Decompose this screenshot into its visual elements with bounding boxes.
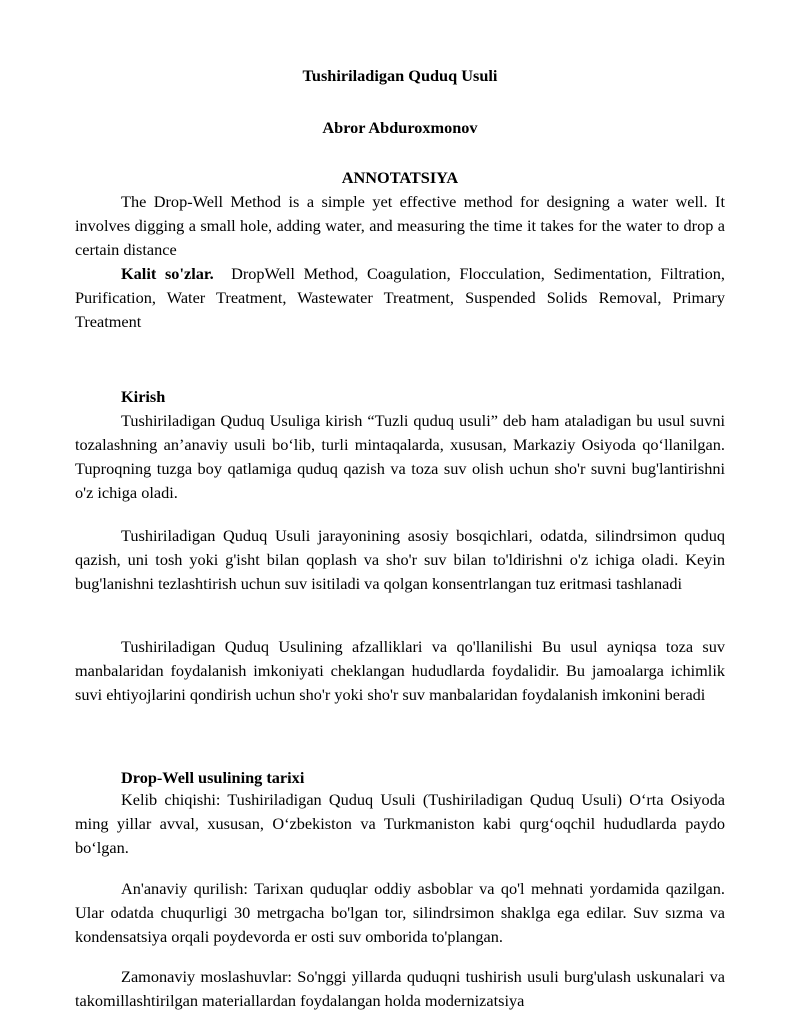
keywords-label: Kalit so'zlar. — [121, 264, 214, 283]
keywords-text: DropWell Method, Coagulation, Flocculation, Sedimentation, Filtration, Purification, Water Treatment, Wastewater Treatment, Suspended Solids Removal, Primary Treatment — [75, 264, 726, 331]
section-heading-history: Drop-Well usulining tarixi — [121, 768, 305, 787]
body-paragraph: Tushiriladigan Quduq Usuliga kirish “Tuzli quduq usuli” deb ham ataladigan bu usul suvni tozalashning an’anaviy usuli bo‘lib, turli mintaqalarda, xususan, Markaziy Osiyoda qo‘llanilgan. Tuproqning tuzga boy qatlamiga quduq qazish va toza suv olish uchun sho'r suvni bug'lantirishni o'z ichiga oladi. — [75, 411, 725, 502]
keywords-paragraph — [75, 262, 725, 334]
body-paragraph: Tushiriladigan Quduq Usuli jarayonining asosiy bosqichlari, odatda, silindrsimon quduq qazish, uni tosh yoki g'isht bilan qoplash va sho'r suv bilan to'ldirishni o'z ichiga oladi. Keyin bug'lanishni tezlashtirish uchun suv isitiladi va qolgan konsentrlangan tuz eritmasi tashlanadi — [75, 526, 725, 593]
document-author: Abror Abduroxmonov — [322, 118, 478, 137]
annotation-paragraph: The Drop-Well Method is a simple yet effective method for designing a water well. It involves digging a small hole, adding water, and measuring the time it takes for the water to drop a certain distance — [75, 192, 725, 259]
annotation-heading: ANNOTATSIYA — [341, 168, 459, 187]
body-paragraph: An'anaviy qurilish: Tarixan quduqlar oddiy asboblar va qo'l mehnati yordamida qazilgan. Ular odatda chuqurligi 30 metrgacha bo'lgan tor, silindrsimon shaklga ega edilar. Suv sızma va kondensatsiya orqali poydevorda er osti suv omborida to'plangan. — [75, 879, 725, 946]
body-paragraph: Zamonaviy moslashuvlar: So'nggi yillarda quduqni tushirish usuli burg'ulash uskunalari va takomillashtirilgan materiallardan foydalangan holda modernizatsiya — [75, 967, 725, 1010]
body-paragraph: Kelib chiqishi: Tushiriladigan Quduq Usuli (Tushiriladigan Quduq Usuli) O‘rta Osiyoda ming yillar avval, xususan, O‘zbekiston va Turkmaniston kabi qurg‘oqchil hududlarda paydo bo‘lgan. — [75, 790, 725, 857]
body-paragraph: Tushiriladigan Quduq Usulining afzalliklari va qo'llanilishi Bu usul ayniqsa toza suv manbalaridan foydalanish imkoniyati cheklangan hududlarda foydalidir. Bu jamoalarga ichimlik suvi ehtiyojlarini qondirish uchun sho'r yoki sho'r suv manbalaridan foydalanish imkonini beradi — [75, 637, 725, 704]
section-heading-kirish: Kirish — [121, 387, 166, 406]
document-title: Tushiriladigan Quduq Usuli — [302, 66, 498, 85]
